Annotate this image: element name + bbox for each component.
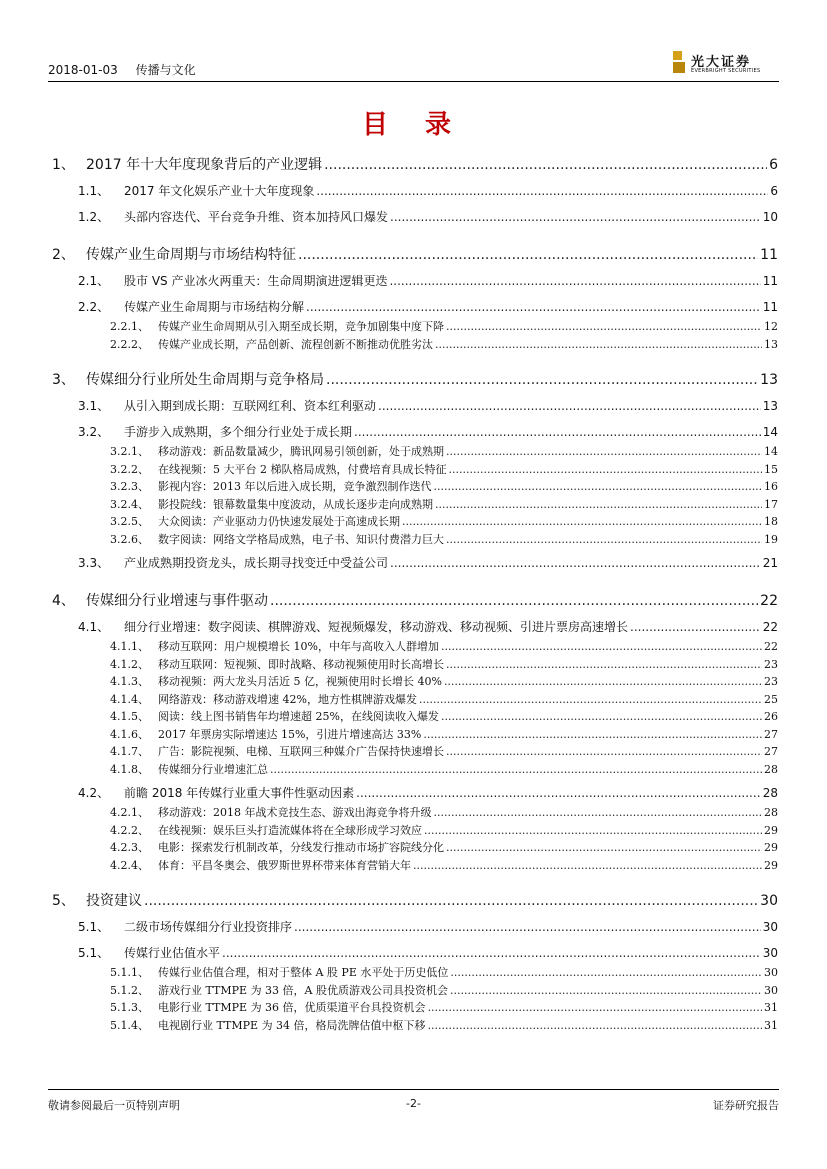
toc-entry-number: 5.1、 <box>78 920 110 934</box>
toc-entry-number: 4.2.4、 <box>110 858 149 872</box>
toc-entry-page: 13 <box>764 337 778 351</box>
toc-leader-dots <box>446 533 762 546</box>
toc-entry-page: 16 <box>764 480 778 493</box>
toc-leader-dots <box>435 338 762 351</box>
toc-leader-dots <box>390 210 761 224</box>
toc-entry-number: 5.1.2、 <box>110 983 149 997</box>
toc-entry-page: 19 <box>764 532 778 546</box>
toc-entry-page: 6 <box>770 184 778 198</box>
toc-entry-title: 2017 年文化娱乐产业十大年度现象 <box>124 184 315 198</box>
toc-entry-title: 数字阅读：网络文学格局成熟，电子书、知识付费潜力巨大 <box>158 532 444 546</box>
toc-leader-dots <box>444 675 762 688</box>
toc-entry-page: 22 <box>760 593 778 609</box>
toc-entry-number: 5.1.1、 <box>110 966 149 979</box>
toc-entry-page: 29 <box>764 841 778 854</box>
footer-report-type: 证券研究报告 <box>713 1099 779 1112</box>
toc-entry-number: 4.1.5、 <box>110 710 149 723</box>
toc-entry-page: 28 <box>764 762 778 776</box>
toc-entry-title: 传媒细分行业增速汇总 <box>158 762 268 776</box>
toc-entry-title: 移动视频：两大龙头月活近 5 亿，视频使用时长增长 40% <box>158 675 442 688</box>
toc-entry-level-1[interactable] <box>48 590 778 612</box>
toc-entry-page: 15 <box>764 462 778 476</box>
toc-entry-title: 电视剧行业 TTMPE 为 34 倍，格局洗牌估值中枢下移 <box>158 1018 426 1032</box>
toc-leader-dots <box>326 372 758 388</box>
toc-leader-dots <box>402 515 762 528</box>
toc-entry-level-3[interactable] <box>48 761 778 779</box>
logo-name-en: EVERBRIGHT SECURITIES <box>691 68 761 74</box>
toc-entry-number: 3、 <box>52 372 75 388</box>
toc-entry-title: 影视内容：2013 年以后进入成长期，竞争激烈制作迭代 <box>158 480 432 493</box>
toc-entry-title: 传媒行业估值合理，相对于整体 A 股 PE 水平处于历史低位 <box>158 966 449 979</box>
toc-entry-level-3[interactable] <box>48 839 778 857</box>
toc-entry-level-3[interactable] <box>48 708 778 726</box>
toc-entry-level-2[interactable] <box>48 918 778 938</box>
toc-entry-page: 23 <box>764 657 778 671</box>
toc-entry-title: 移动互联网：短视频、即时战略、移动视频使用时长高增长 <box>158 657 444 671</box>
toc-leader-dots <box>294 920 761 934</box>
toc-entry-page: 27 <box>764 745 778 758</box>
toc-leader-dots <box>630 620 761 634</box>
toc-entry-title: 头部内容迭代、平台竞争升维、资本加持风口爆发 <box>124 210 389 224</box>
toc-entry-title: 产业成熟期投资龙头，成长期寻找变迁中受益公司 <box>124 556 389 570</box>
toc-entry-title: 前瞻 2018 年传媒行业重大事件性驱动因素 <box>124 786 355 800</box>
toc-entry-level-2[interactable] <box>48 423 778 443</box>
toc-entry-page: 31 <box>764 1001 778 1014</box>
toc-entry-level-3[interactable] <box>48 982 778 1000</box>
toc-entry-level-3[interactable] <box>48 743 778 761</box>
toc-entry-title: 移动游戏：2018 年战术竞技生态、游戏出海竞争将升级 <box>158 806 432 819</box>
toc-entry-level-2[interactable] <box>48 944 778 964</box>
toc-leader-dots <box>298 247 758 263</box>
toc-entry-number: 4.2、 <box>78 786 110 800</box>
toc-leader-dots <box>306 300 761 314</box>
toc-entry-level-3[interactable] <box>48 318 778 336</box>
toc-entry-number: 2.2.1、 <box>110 320 149 333</box>
toc-leader-dots <box>316 184 768 198</box>
page-title: 目 录 <box>361 110 466 140</box>
toc-entry-title: 2017 年十大年度现象背后的产业逻辑 <box>86 157 323 173</box>
logo-name-cn: 光大证券 <box>691 55 752 70</box>
toc-leader-dots <box>441 640 762 653</box>
toc-entry-title: 移动互联网：用户规模增长 10%，中年与高收入人群增加 <box>158 640 439 653</box>
toc-entry-level-3[interactable] <box>48 478 778 496</box>
toc-leader-dots <box>428 1001 762 1014</box>
toc-entry-level-2[interactable] <box>48 182 778 202</box>
toc-leader-dots <box>441 710 762 723</box>
toc-entry-level-3[interactable] <box>48 726 778 744</box>
toc-entry-number: 3.3、 <box>78 556 110 570</box>
toc-entry-page: 21 <box>762 556 778 570</box>
toc-entry-level-3[interactable] <box>48 531 778 549</box>
toc-entry-level-2[interactable] <box>48 784 778 804</box>
logo-mark-icon <box>673 51 687 73</box>
toc-leader-dots <box>390 556 761 570</box>
toc-entry-page: 28 <box>762 786 778 800</box>
toc-entry-title: 阅读：线上图书销售年均增速超 25%，在线阅读收入爆发 <box>158 710 439 723</box>
toc-leader-dots <box>446 320 762 333</box>
toc-entry-title: 网络游戏：移动游戏增速 42%，地方性棋牌游戏爆发 <box>158 692 417 706</box>
toc-entry-title: 传媒产业生命周期从引入期至成长期，竞争加剧集中度下降 <box>158 320 444 333</box>
toc-leader-dots <box>435 498 762 511</box>
toc-entry-title: 在线视频：5 大平台 2 梯队格局成熟，付费培育具成长特征 <box>158 462 447 476</box>
toc-entry-page: 31 <box>764 1018 778 1032</box>
toc-leader-dots <box>446 841 762 854</box>
toc-entry-page: 28 <box>764 806 778 819</box>
toc-entry-number: 4.1.7、 <box>110 745 149 758</box>
toc-leader-dots <box>354 425 761 439</box>
toc-leader-dots <box>389 274 760 288</box>
toc-entry-level-2[interactable] <box>48 208 778 228</box>
toc-entry-level-1[interactable] <box>48 369 778 391</box>
toc-entry-number: 2.1、 <box>78 274 110 288</box>
toc-entry-number: 3.1、 <box>78 399 110 413</box>
toc-entry-level-3[interactable] <box>48 673 778 691</box>
toc-leader-dots <box>446 445 762 458</box>
toc-entry-level-3[interactable] <box>48 964 778 982</box>
page-header <box>48 48 779 82</box>
toc-entry-title: 体育：平昌冬奥会、俄罗斯世界杯带来体育营销大年 <box>158 858 411 872</box>
toc-entry-page: 12 <box>764 320 778 333</box>
toc-entry-page: 11 <box>762 274 778 288</box>
toc-entry-number: 5.1.3、 <box>110 1001 149 1014</box>
toc-entry-number: 4、 <box>52 593 75 609</box>
toc-entry-page: 22 <box>764 640 778 653</box>
footer-disclaimer: 敬请参阅最后一页特别声明 <box>48 1099 180 1112</box>
toc-entry-number: 4.1、 <box>78 620 110 634</box>
toc-leader-dots <box>270 763 762 776</box>
report-date: 2018-01-03 <box>48 63 118 77</box>
page-number: -2- <box>406 1097 421 1110</box>
toc-leader-dots <box>434 480 763 493</box>
toc-entry-page: 14 <box>762 425 778 439</box>
toc-entry-title: 传媒产业生命周期与市场结构特征 <box>86 247 296 263</box>
toc-leader-dots <box>450 966 762 979</box>
toc-entry-page: 30 <box>762 946 778 960</box>
toc-entry-page: 26 <box>764 710 778 723</box>
toc-entry-number: 5、 <box>52 893 75 909</box>
toc-entry-page: 18 <box>764 515 778 528</box>
toc-entry-title: 大众阅读：产业驱动力仍快速发展处于高速成长期 <box>158 515 400 528</box>
toc-entry-level-1[interactable] <box>48 244 778 266</box>
toc-entry-number: 4.2.3、 <box>110 841 149 854</box>
toc-entry-page: 23 <box>764 675 778 688</box>
toc-entry-number: 3.2.6、 <box>110 532 149 546</box>
toc-entry-title: 游戏行业 TTMPE 为 33 倍，A 股优质游戏公司具投资机会 <box>158 983 448 997</box>
toc-entry-title: 二级市场传媒细分行业投资排序 <box>124 920 293 934</box>
toc-entry-page: 27 <box>764 727 778 741</box>
toc-entry-title: 影投院线：银幕数量集中度波动，从成长逐步走向成熟期 <box>158 497 433 511</box>
report-category: 传播与文化 <box>135 63 196 77</box>
toc-entry-number: 5.1、 <box>78 946 110 960</box>
toc-entry-title: 传媒细分行业增速与事件驱动 <box>86 593 268 609</box>
toc-entry-number: 4.1.6、 <box>110 727 149 741</box>
toc-entry-number: 4.1.4、 <box>110 692 149 706</box>
toc-leader-dots <box>446 745 762 758</box>
header-info <box>48 61 210 78</box>
toc-entry-page: 14 <box>764 445 778 458</box>
toc-entry-page: 29 <box>764 823 778 837</box>
toc-leader-dots <box>324 157 767 173</box>
toc-entry-page: 11 <box>760 247 778 263</box>
toc-leader-dots <box>434 806 763 819</box>
table-of-contents <box>48 154 778 1034</box>
toc-entry-number: 3.2、 <box>78 425 110 439</box>
toc-entry-number: 4.2.2、 <box>110 823 149 837</box>
toc-entry-level-2[interactable] <box>48 618 778 638</box>
toc-entry-level-3[interactable] <box>48 999 778 1017</box>
toc-entry-level-3[interactable] <box>48 638 778 656</box>
toc-entry-number: 4.2.1、 <box>110 806 149 819</box>
toc-entry-number: 1.1、 <box>78 184 110 198</box>
toc-entry-level-1[interactable] <box>48 890 778 912</box>
toc-entry-page: 10 <box>762 210 778 224</box>
toc-entry-number: 5.1.4、 <box>110 1018 149 1032</box>
toc-leader-dots <box>144 893 758 909</box>
toc-entry-level-3[interactable] <box>48 336 778 354</box>
toc-entry-title: 传媒行业估值水平 <box>124 946 221 960</box>
toc-entry-page: 30 <box>764 983 778 997</box>
toc-entry-page: 30 <box>764 966 778 979</box>
toc-entry-page: 29 <box>764 858 778 872</box>
toc-entry-level-3[interactable] <box>48 857 778 875</box>
toc-entry-title: 电影行业 TTMPE 为 36 倍，优质渠道平台具投资机会 <box>158 1001 426 1014</box>
toc-leader-dots <box>424 824 762 837</box>
toc-leader-dots <box>356 786 761 800</box>
toc-entry-title: 细分行业增速：数字阅读、棋牌游戏、短视频爆发，移动游戏、移动视频、引进片票房高速增长 <box>124 620 629 634</box>
toc-entry-page: 17 <box>764 497 778 511</box>
toc-entry-level-3[interactable] <box>48 822 778 840</box>
toc-leader-dots <box>419 693 762 706</box>
toc-entry-number: 4.1.1、 <box>110 640 149 653</box>
toc-entry-level-1[interactable] <box>48 154 778 176</box>
toc-entry-level-3[interactable] <box>48 804 778 822</box>
toc-leader-dots <box>428 1019 762 1032</box>
toc-entry-number: 3.2.5、 <box>110 515 149 528</box>
toc-entry-page: 11 <box>762 300 778 314</box>
toc-entry-title: 传媒产业生命周期与市场结构分解 <box>124 300 305 314</box>
toc-entry-level-3[interactable] <box>48 496 778 514</box>
toc-leader-dots <box>378 399 761 413</box>
toc-entry-page: 22 <box>762 620 778 634</box>
page-footer <box>48 1089 779 1112</box>
toc-entry-title: 从引入期到成长期：互联网红利、资本红利驱动 <box>124 399 377 413</box>
toc-entry-page: 25 <box>764 692 778 706</box>
toc-entry-level-3[interactable] <box>48 443 778 461</box>
toc-entry-number: 2、 <box>52 247 75 263</box>
toc-entry-number: 3.2.1、 <box>110 445 149 458</box>
toc-entry-title: 电影：探索发行机制改革，分线发行推动市场扩容院线分化 <box>158 841 444 854</box>
toc-entry-page: 30 <box>762 920 778 934</box>
toc-entry-level-2[interactable] <box>48 272 778 292</box>
toc-entry-level-3[interactable] <box>48 1017 778 1035</box>
toc-entry-level-2[interactable] <box>48 397 778 417</box>
toc-entry-number: 4.1.8、 <box>110 762 149 776</box>
toc-entry-number: 3.2.2、 <box>110 462 149 476</box>
toc-entry-title: 移动游戏：新品数量减少，腾讯网易引领创新，处于成熟期 <box>158 445 444 458</box>
toc-leader-dots <box>450 984 762 997</box>
toc-entry-number: 4.1.2、 <box>110 657 149 671</box>
toc-entry-number: 3.2.4、 <box>110 497 149 511</box>
company-logo <box>673 48 777 78</box>
toc-entry-level-3[interactable] <box>48 691 778 709</box>
toc-entry-level-2[interactable] <box>48 298 778 318</box>
toc-entry-level-2[interactable] <box>48 554 778 574</box>
toc-entry-page: 6 <box>769 157 778 173</box>
toc-entry-title: 传媒产业成长期，产品创新、流程创新不断推动优胜劣汰 <box>158 337 433 351</box>
toc-entry-number: 4.1.3、 <box>110 675 149 688</box>
toc-entry-title: 投资建议 <box>86 893 142 909</box>
toc-entry-page: 30 <box>760 893 778 909</box>
toc-entry-title: 2017 年票房实际增速达 15%，引进片增速高达 33% <box>158 727 422 741</box>
toc-leader-dots <box>270 593 758 609</box>
toc-entry-title: 传媒细分行业所处生命周期与竞争格局 <box>86 372 324 388</box>
toc-entry-title: 手游步入成熟期，多个细分行业处于成长期 <box>124 425 353 439</box>
toc-entry-level-3[interactable] <box>48 656 778 674</box>
toc-leader-dots <box>449 463 763 476</box>
toc-entry-number: 1.2、 <box>78 210 110 224</box>
toc-leader-dots <box>413 859 762 872</box>
toc-entry-level-3[interactable] <box>48 513 778 531</box>
toc-entry-title: 在线视频：娱乐巨头打造流媒体将在全球形成学习效应 <box>158 823 422 837</box>
toc-leader-dots <box>222 946 761 960</box>
toc-entry-title: 广告：影院视频、电梯、互联网三种媒介广告保持快速增长 <box>158 745 444 758</box>
toc-entry-page: 13 <box>760 372 778 388</box>
toc-entry-title: 股市 VS 产业冰火两重天：生命周期演进逻辑更迭 <box>124 274 388 288</box>
toc-leader-dots <box>423 728 762 741</box>
toc-entry-level-3[interactable] <box>48 461 778 479</box>
toc-entry-number: 2.2.2、 <box>110 337 149 351</box>
toc-entry-number: 3.2.3、 <box>110 480 149 493</box>
toc-entry-number: 2.2、 <box>78 300 110 314</box>
toc-entry-page: 13 <box>762 399 778 413</box>
toc-entry-number: 1、 <box>52 157 75 173</box>
toc-leader-dots <box>446 658 762 671</box>
